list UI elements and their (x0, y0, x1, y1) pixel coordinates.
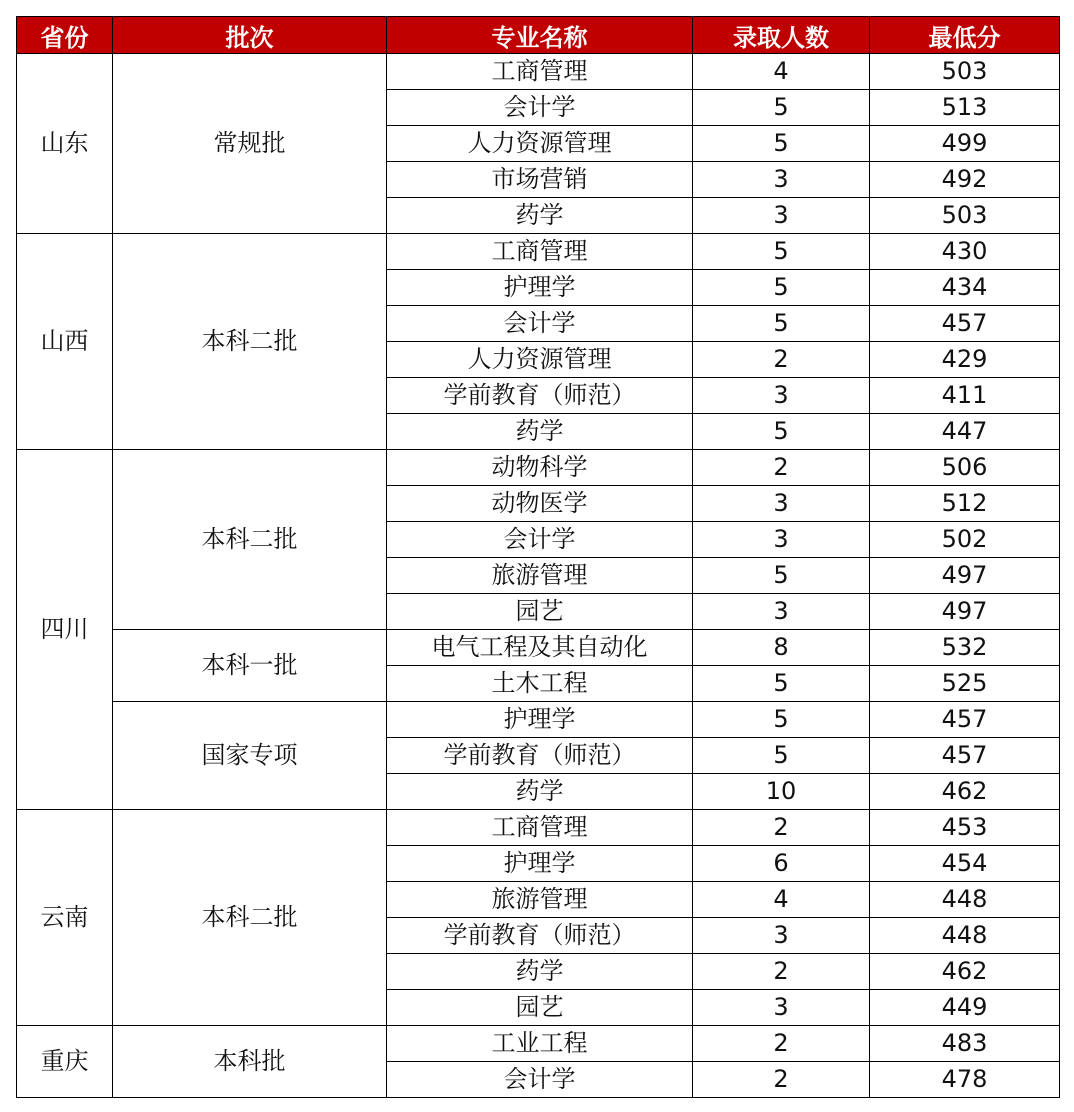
major-cell: 会计学 (387, 522, 693, 558)
count-cell: 2 (693, 1026, 870, 1062)
count-cell: 10 (693, 774, 870, 810)
admission-table (16, 16, 1060, 1098)
min-score-cell: 449 (870, 990, 1060, 1026)
major-cell: 学前教育（师范） (387, 738, 693, 774)
min-score-cell: 502 (870, 522, 1060, 558)
major-cell: 旅游管理 (387, 558, 693, 594)
min-score-cell: 506 (870, 450, 1060, 486)
header-province: 省份 (17, 17, 113, 54)
min-score-cell: 447 (870, 414, 1060, 450)
count-cell: 5 (693, 126, 870, 162)
major-cell: 人力资源管理 (387, 126, 693, 162)
min-score-cell: 499 (870, 126, 1060, 162)
table-row (17, 54, 1060, 90)
count-cell: 5 (693, 234, 870, 270)
major-cell: 电气工程及其自动化 (387, 630, 693, 666)
count-cell: 5 (693, 558, 870, 594)
province-cell: 山西 (17, 234, 113, 450)
count-cell: 4 (693, 882, 870, 918)
major-cell: 土木工程 (387, 666, 693, 702)
count-cell: 3 (693, 990, 870, 1026)
table-row (17, 234, 1060, 270)
table-body (17, 54, 1060, 1098)
min-score-cell: 483 (870, 1026, 1060, 1062)
major-cell: 工商管理 (387, 234, 693, 270)
count-cell: 5 (693, 270, 870, 306)
count-cell: 5 (693, 702, 870, 738)
count-cell: 2 (693, 954, 870, 990)
count-cell: 2 (693, 342, 870, 378)
min-score-cell: 453 (870, 810, 1060, 846)
count-cell: 5 (693, 90, 870, 126)
major-cell: 会计学 (387, 306, 693, 342)
batch-cell: 常规批 (113, 54, 387, 234)
batch-cell: 本科二批 (113, 234, 387, 450)
count-cell: 2 (693, 450, 870, 486)
min-score-cell: 411 (870, 378, 1060, 414)
major-cell: 市场营销 (387, 162, 693, 198)
major-cell: 工商管理 (387, 810, 693, 846)
header-min-score: 最低分 (870, 17, 1060, 54)
header-row (17, 17, 1060, 54)
major-cell: 会计学 (387, 1062, 693, 1098)
header-major: 专业名称 (387, 17, 693, 54)
major-cell: 工商管理 (387, 54, 693, 90)
major-cell: 动物科学 (387, 450, 693, 486)
count-cell: 3 (693, 522, 870, 558)
min-score-cell: 462 (870, 774, 1060, 810)
province-cell: 四川 (17, 450, 113, 810)
min-score-cell: 503 (870, 198, 1060, 234)
min-score-cell: 448 (870, 918, 1060, 954)
table-row (17, 450, 1060, 486)
header-batch: 批次 (113, 17, 387, 54)
count-cell: 8 (693, 630, 870, 666)
table-row (17, 810, 1060, 846)
min-score-cell: 434 (870, 270, 1060, 306)
min-score-cell: 429 (870, 342, 1060, 378)
major-cell: 护理学 (387, 846, 693, 882)
min-score-cell: 454 (870, 846, 1060, 882)
count-cell: 2 (693, 1062, 870, 1098)
min-score-cell: 478 (870, 1062, 1060, 1098)
major-cell: 园艺 (387, 990, 693, 1026)
min-score-cell: 512 (870, 486, 1060, 522)
province-cell: 云南 (17, 810, 113, 1026)
count-cell: 3 (693, 198, 870, 234)
major-cell: 药学 (387, 774, 693, 810)
count-cell: 4 (693, 54, 870, 90)
count-cell: 3 (693, 378, 870, 414)
min-score-cell: 492 (870, 162, 1060, 198)
header-count: 录取人数 (693, 17, 870, 54)
province-cell: 山东 (17, 54, 113, 234)
min-score-cell: 430 (870, 234, 1060, 270)
batch-cell: 国家专项 (113, 702, 387, 810)
major-cell: 会计学 (387, 90, 693, 126)
major-cell: 学前教育（师范） (387, 378, 693, 414)
major-cell: 护理学 (387, 270, 693, 306)
min-score-cell: 448 (870, 882, 1060, 918)
batch-cell: 本科一批 (113, 630, 387, 702)
min-score-cell: 457 (870, 702, 1060, 738)
count-cell: 5 (693, 666, 870, 702)
major-cell: 药学 (387, 198, 693, 234)
min-score-cell: 457 (870, 738, 1060, 774)
major-cell: 学前教育（师范） (387, 918, 693, 954)
table-row (17, 630, 1060, 666)
table-header (17, 17, 1060, 54)
batch-cell: 本科二批 (113, 810, 387, 1026)
count-cell: 6 (693, 846, 870, 882)
major-cell: 人力资源管理 (387, 342, 693, 378)
table-row (17, 1026, 1060, 1062)
major-cell: 旅游管理 (387, 882, 693, 918)
count-cell: 2 (693, 810, 870, 846)
batch-cell: 本科二批 (113, 450, 387, 630)
count-cell: 3 (693, 162, 870, 198)
count-cell: 3 (693, 918, 870, 954)
min-score-cell: 525 (870, 666, 1060, 702)
table-row (17, 702, 1060, 738)
min-score-cell: 532 (870, 630, 1060, 666)
major-cell: 动物医学 (387, 486, 693, 522)
count-cell: 5 (693, 738, 870, 774)
major-cell: 园艺 (387, 594, 693, 630)
count-cell: 5 (693, 306, 870, 342)
batch-cell: 本科批 (113, 1026, 387, 1098)
count-cell: 5 (693, 414, 870, 450)
min-score-cell: 497 (870, 594, 1060, 630)
count-cell: 3 (693, 486, 870, 522)
major-cell: 护理学 (387, 702, 693, 738)
major-cell: 药学 (387, 954, 693, 990)
min-score-cell: 513 (870, 90, 1060, 126)
min-score-cell: 503 (870, 54, 1060, 90)
min-score-cell: 497 (870, 558, 1060, 594)
min-score-cell: 457 (870, 306, 1060, 342)
count-cell: 3 (693, 594, 870, 630)
min-score-cell: 462 (870, 954, 1060, 990)
major-cell: 药学 (387, 414, 693, 450)
province-cell: 重庆 (17, 1026, 113, 1098)
major-cell: 工业工程 (387, 1026, 693, 1062)
